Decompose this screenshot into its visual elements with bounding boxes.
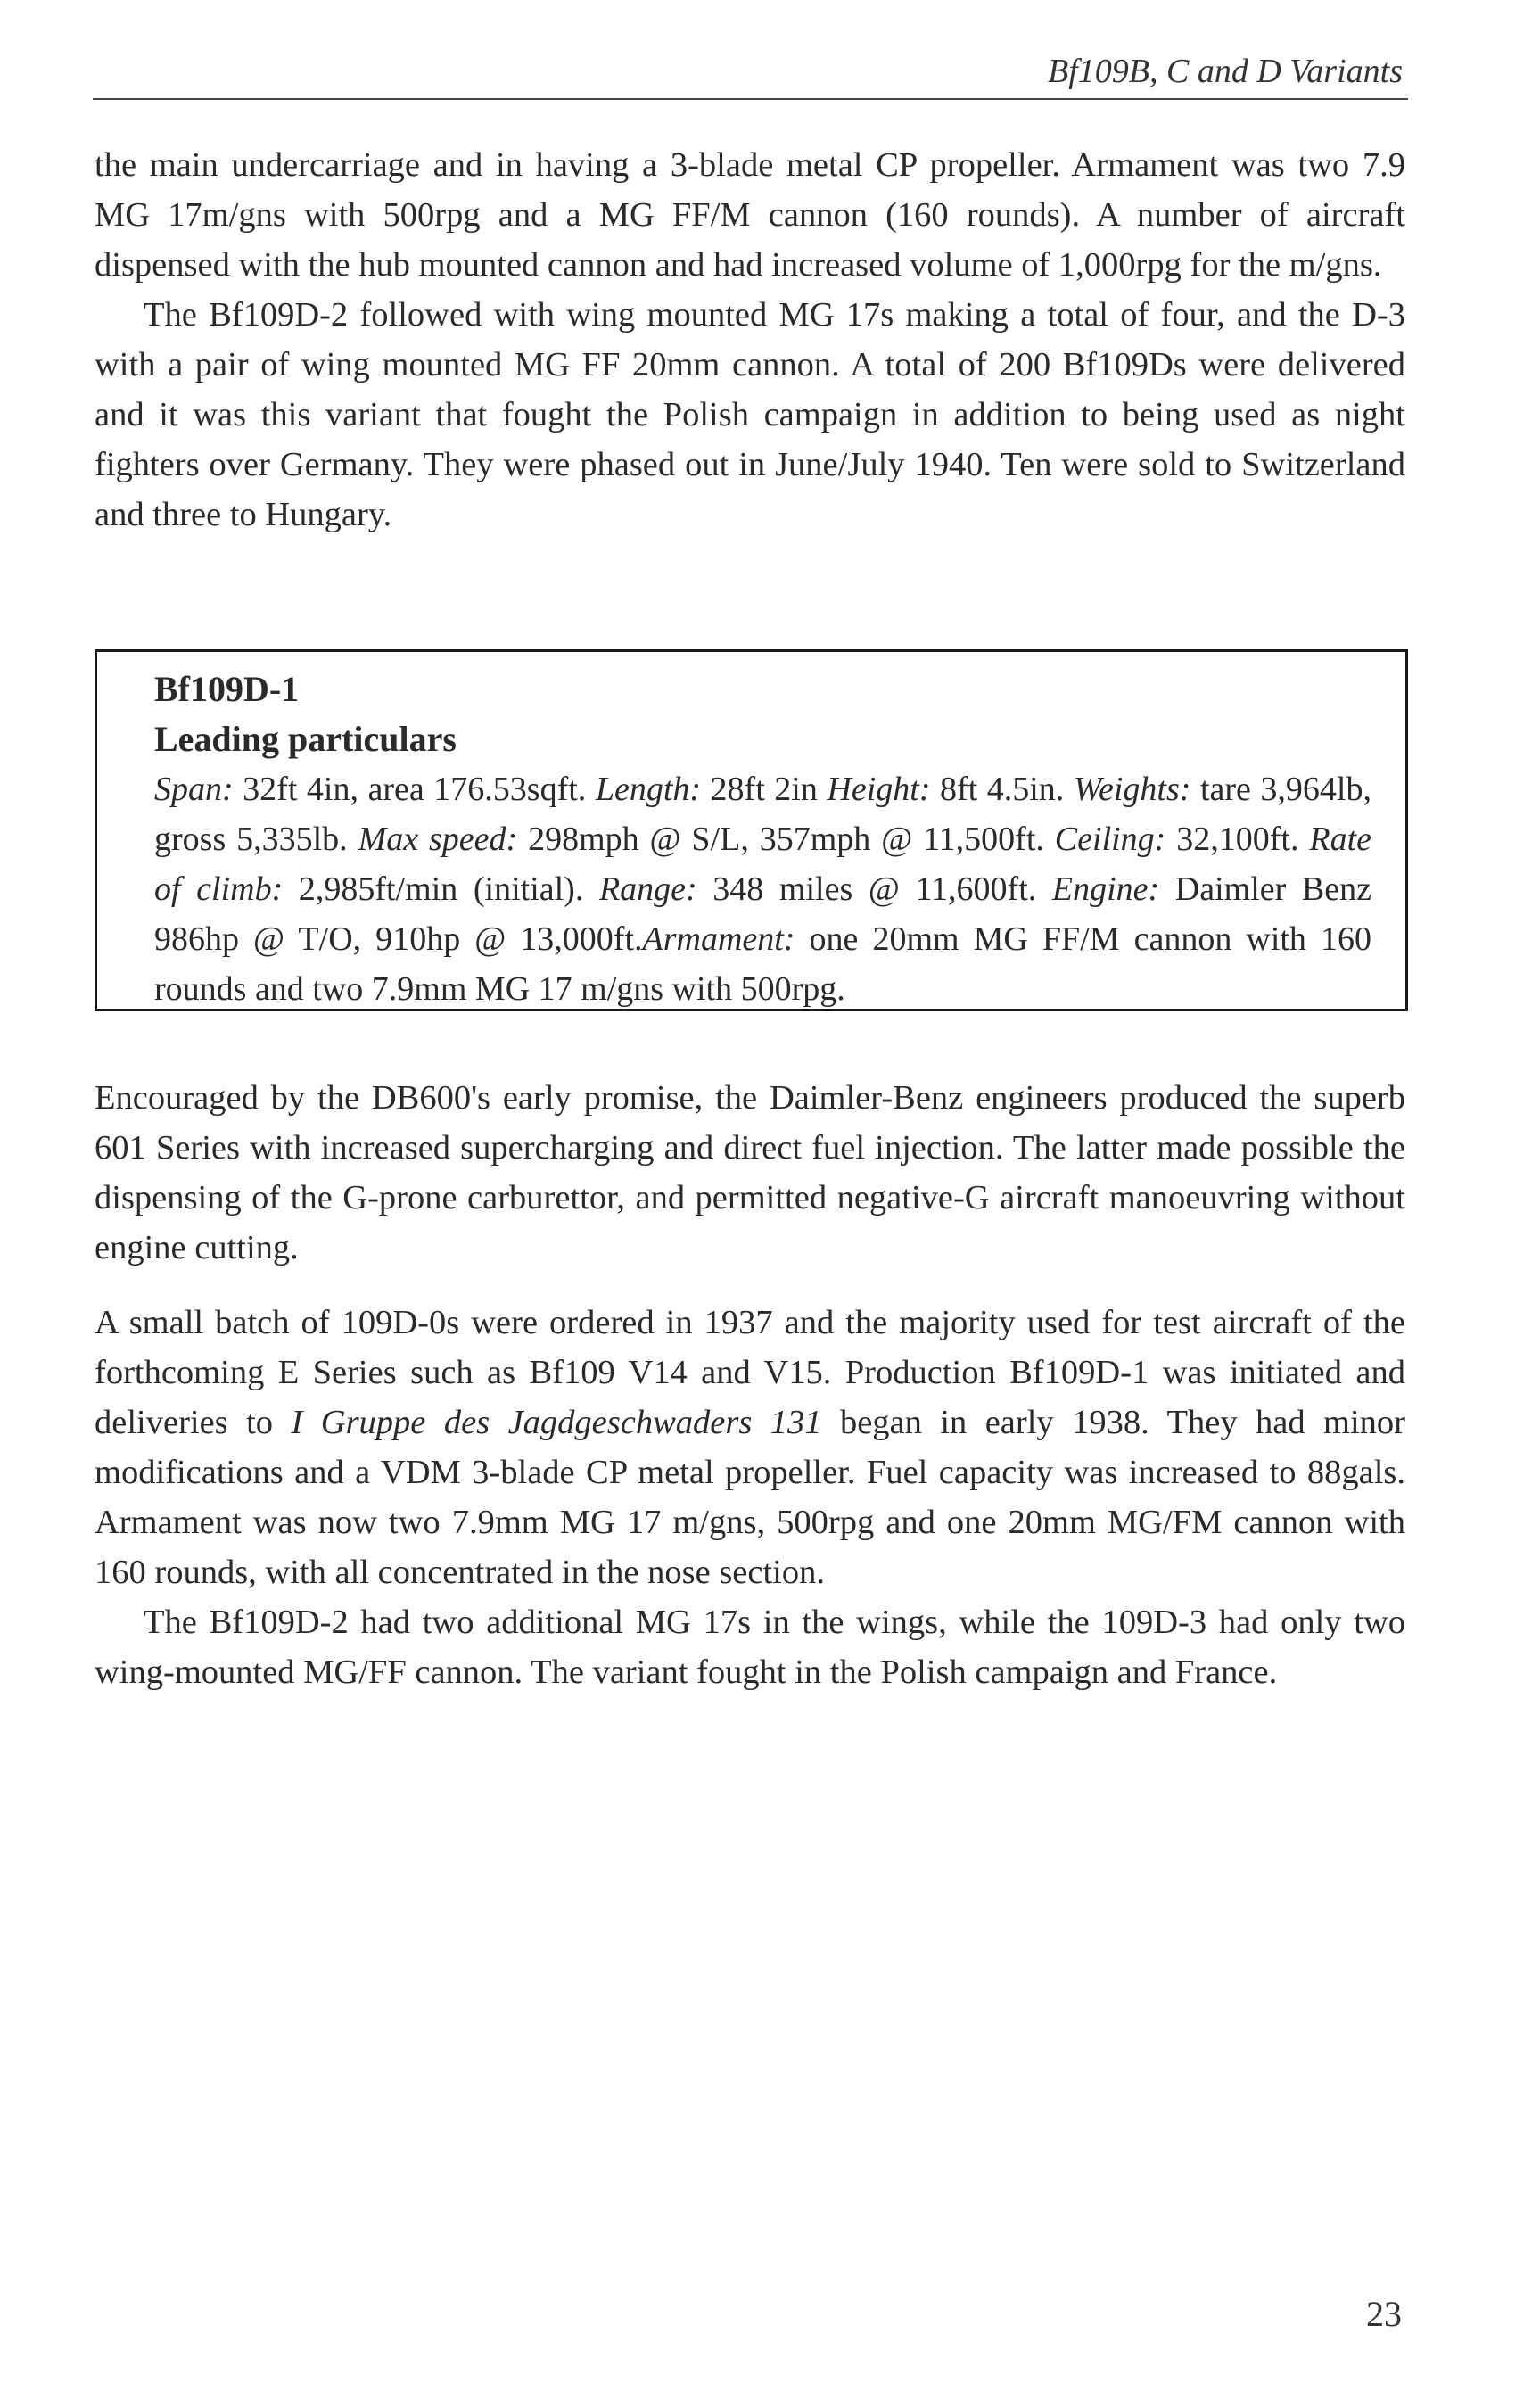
spec-particulars bbox=[154, 764, 1371, 1014]
spec-title: Bf109D-1 bbox=[154, 669, 300, 709]
spec-label-armament: Armament: bbox=[642, 920, 795, 958]
spec-label-weights: Weights: bbox=[1073, 771, 1191, 808]
spec-value-height: 8ft 4.5in. bbox=[930, 771, 1074, 808]
spec-label-span: Span: bbox=[154, 771, 234, 808]
spec-label-max-speed: Max speed: bbox=[358, 821, 518, 858]
spec-label-ceiling: Ceiling: bbox=[1054, 821, 1166, 858]
paragraph-d2-d3: The Bf109D-2 followed with wing mounted MG 17s making a total of four, and the D-3 with a pair of wing mounted MG FF 20mm cannon. A total of 200 Bf109Ds were delivered and it was this variant that fought the Polish campaign in addition to being used as night fighters over Germany. They were phased out in June/July 1940. Ten were sold to Switzerland and three to Hungary. bbox=[95, 296, 1405, 533]
top-text-block bbox=[95, 140, 1405, 540]
spec-value-length: 28ft 2in bbox=[701, 771, 828, 808]
spec-value-span: 32ft 4in, area 176.53sqft. bbox=[233, 771, 596, 808]
paragraph-d0-batch bbox=[95, 1298, 1405, 1597]
spec-value-ceiling: 32,100ft. bbox=[1165, 821, 1310, 858]
spec-label-engine: Engine: bbox=[1051, 870, 1160, 908]
spec-value-engine: Daimler Benz 986hp @ T/O, 910hp @ 13,000ft. bbox=[154, 870, 1371, 958]
page-number: 23 bbox=[1366, 2294, 1402, 2334]
db600-text-block bbox=[95, 1073, 1405, 1273]
spec-value-max-speed: 298mph @ S/L, 357mph @ 11,500ft. bbox=[517, 821, 1055, 858]
running-head: Bf109B, C and D Variants bbox=[1048, 53, 1403, 90]
paragraph-d0-text-start: A small batch of 109D-0s were ordered in 1937 and the majority used for test aircraft of the forthcoming E Series such as Bf109 V14 and V15. Production Bf109D-1 was initiated and deliveries to bbox=[95, 1304, 1405, 1441]
spec-label-length: Length: bbox=[595, 771, 702, 808]
spec-label-rate-of-climb: Rate of climb: bbox=[154, 821, 1371, 908]
d0-text-block bbox=[95, 1298, 1405, 1697]
paragraph-armament: the main undercarriage and in having a 3-blade metal CP propeller. Armament was two 7.9 MG 17m/gns with 500rpg and a MG FF/M cannon (160 rounds). A number of aircraft dispensed with the hub mounted cannon and had increased volume of 1,000rpg for the m/gns. bbox=[95, 146, 1405, 284]
spec-subtitle: Leading particulars bbox=[154, 719, 457, 759]
spec-label-height: Height: bbox=[827, 771, 931, 808]
spec-value-weights: tare 3,964lb, gross 5,335lb. bbox=[154, 771, 1371, 858]
paragraph-d2-wings: The Bf109D-2 had two additional MG 17s in the wings, while the 109D-3 had only two wing-mounted MG/FF cannon. The variant fought in the Polish campaign and France. bbox=[95, 1604, 1405, 1691]
paragraph-d0-text-end: began in early 1938. They had minor modifications and a VDM 3-blade CP metal propeller. Fuel capacity was increased to 88gals. Armament was now two 7.9mm MG 17 m/gns, 500rpg and one 20mm MG/FM cannon with 160 rounds, with all concentrated in the nose section. bbox=[95, 1404, 1406, 1591]
specification-content bbox=[154, 664, 1371, 1014]
header-rule bbox=[93, 98, 1408, 100]
spec-value-armament: one 20mm MG FF/M cannon with 160 rounds and two 7.9mm MG 17 m/gns with 500rpg. bbox=[154, 920, 1371, 1008]
spec-label-range: Range: bbox=[598, 870, 697, 908]
spec-value-rate-of-climb: 2,985ft/min (initial). bbox=[283, 870, 599, 908]
spec-value-range: 348 miles @ 11,600ft. bbox=[696, 870, 1052, 908]
unit-name-italic: I Gruppe des Jagdgeschwaders 131 bbox=[291, 1404, 822, 1441]
specification-box bbox=[95, 649, 1408, 1011]
paragraph-db600: Encouraged by the DB600's early promise, the Daimler-Benz engineers produced the superb 601 Series with increased supercharging and direct fuel injection. The latter made possible the dispensing of the G-prone carburettor, and permitted negative-G aircraft manoeuvring without engine cutting. bbox=[95, 1079, 1405, 1266]
